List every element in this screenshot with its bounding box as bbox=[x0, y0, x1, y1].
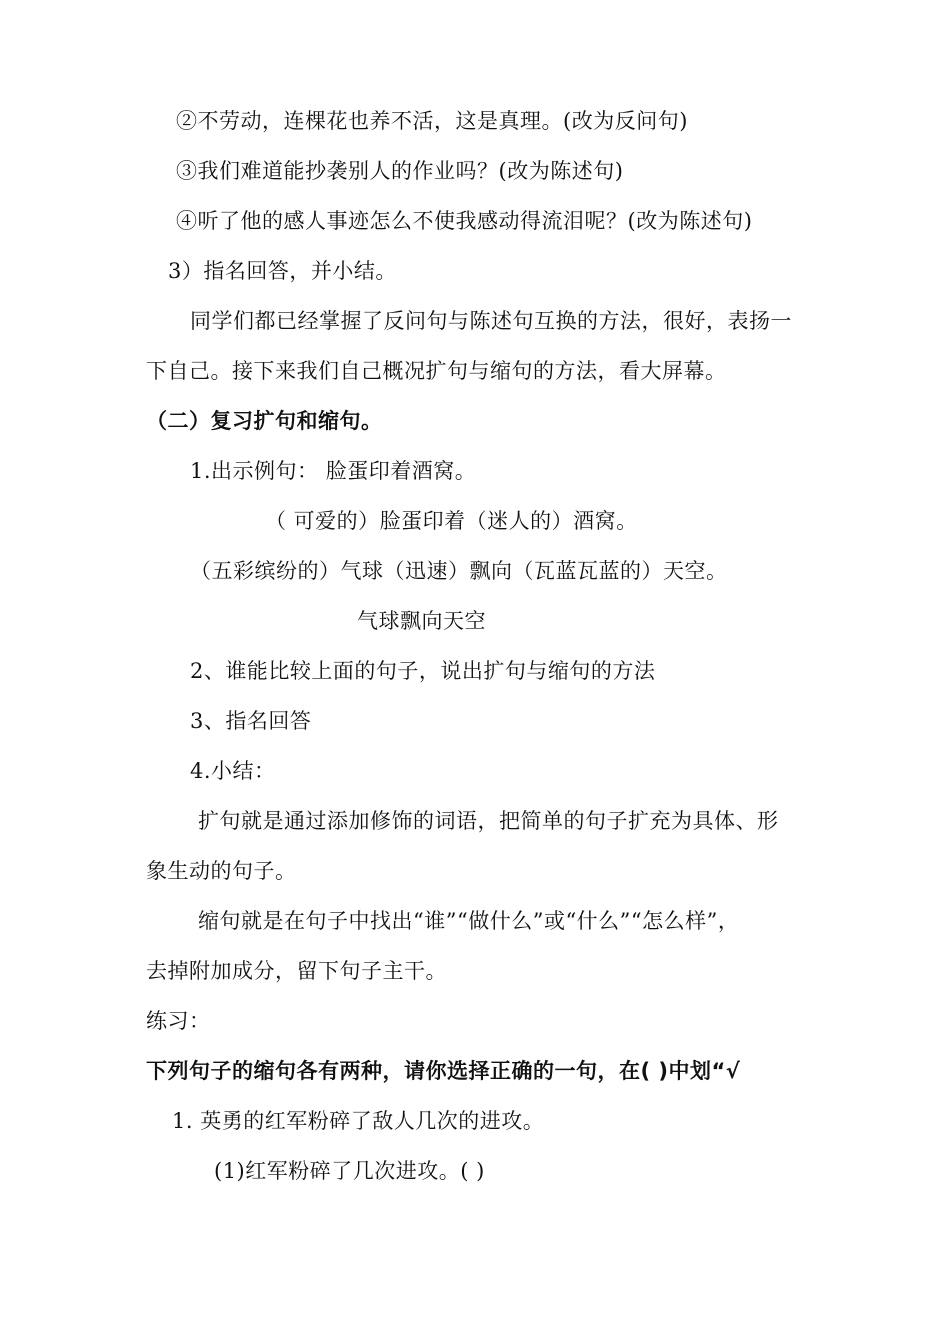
step-2-text: 2、谁能比较上面的句子，说出扩句与缩句的方法 bbox=[190, 659, 656, 683]
summary-shrink-line-1: 缩句就是在句子中找出“谁”“做什么”或“什么”“怎么样”， bbox=[198, 909, 740, 933]
exercise-item-3: ③我们难道能抄袭别人的作业吗？(改为陈述句) bbox=[176, 159, 624, 183]
summary-shrink-line-2: 去掉附加成分，留下句子主干。 bbox=[146, 959, 447, 983]
practice-question-1: 1. 英勇的红军粉碎了敌人几次的进攻。 bbox=[172, 1109, 545, 1133]
exercise-item-2: ②不劳动，连棵花也养不活，这是真理。(改为反问句) bbox=[176, 109, 688, 133]
summary-expand-line-1: 扩句就是通过添加修饰的词语，把简单的句子扩充为具体、形 bbox=[198, 809, 779, 833]
practice-instruction: 下列句子的缩句各有两种，请你选择正确的一句，在( )中划“√ bbox=[146, 1059, 741, 1083]
example-sentence-3: 气球飘向天空 bbox=[357, 609, 486, 633]
example-intro: 1.出示例句： 脸蛋印着酒窝。 bbox=[190, 459, 477, 483]
step-3-text: 3）指名回答，并小结。 bbox=[168, 259, 397, 283]
practice-option-1: (1)红军粉碎了几次进攻。( ) bbox=[214, 1159, 485, 1183]
paragraph-praise-line-2: 下自己。接下来我们自己概况扩句与缩句的方法，看大屏幕。 bbox=[146, 359, 727, 383]
exercise-item-4: ④听了他的感人事迹怎么不使我感动得流泪呢？(改为陈述句) bbox=[176, 209, 753, 233]
paragraph-praise-line-1: 同学们都已经掌握了反问句与陈述句互换的方法，很好，表扬一 bbox=[190, 309, 792, 333]
step-3-answer: 3、指名回答 bbox=[190, 709, 312, 733]
example-sentence-1: （ 可爱的）脸蛋印着（迷人的）酒窝。 bbox=[265, 509, 638, 533]
summary-expand-line-2: 象生动的句子。 bbox=[146, 859, 297, 883]
step-4-summary: 4.小结： bbox=[190, 759, 276, 783]
practice-label: 练习： bbox=[146, 1009, 211, 1033]
example-sentence-2: （五彩缤纷的）气球（迅速）飘向（瓦蓝瓦蓝的）天空。 bbox=[190, 559, 728, 583]
section-heading: （二）复习扩句和缩句。 bbox=[146, 409, 383, 433]
